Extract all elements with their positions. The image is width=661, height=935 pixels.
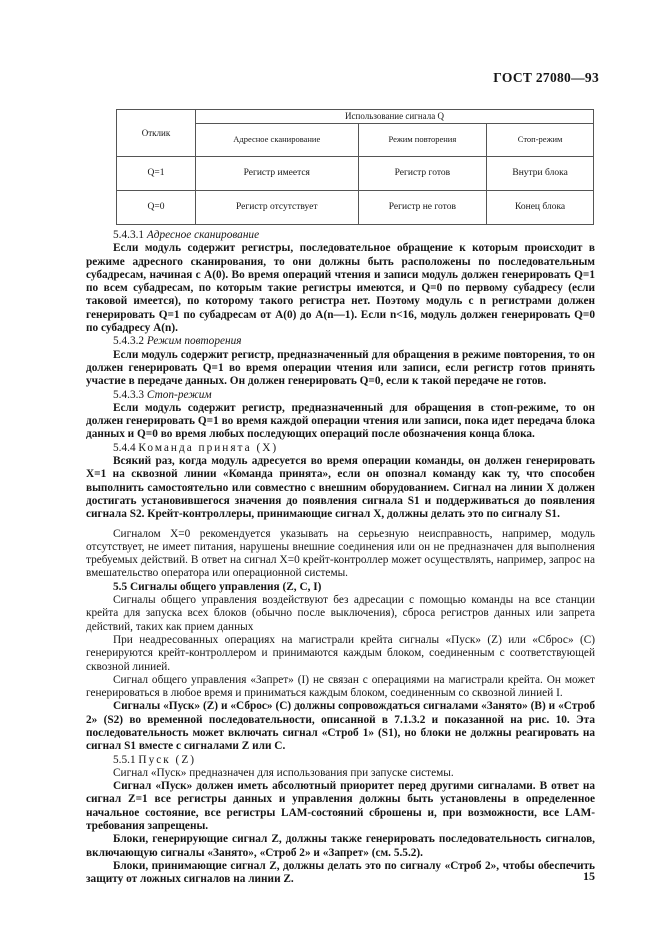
table-cell: Регистр отсутствует — [196, 191, 359, 225]
table-row — [117, 157, 594, 191]
paragraph: Если модуль содержит регистр, предназначенный для обращения в стоп-режиме, то он должен генерировать Q=1 во время каждой операции чтения или записи, пока идет передача блока данных и Q=0 во время любых последующих операций после обозначения конца блока. — [86, 401, 595, 441]
table-cell: Конец блока — [487, 191, 594, 225]
section-number: 5.4.3.2 — [113, 335, 145, 348]
page-number: 15 — [583, 869, 595, 883]
document-header: ГОСТ 27080—93 — [493, 70, 599, 85]
table-header-stop-mode: Стоп-режим — [487, 124, 594, 157]
section-title: Адресное сканирование — [146, 229, 260, 241]
table-header-response: Отклик — [117, 110, 196, 157]
paragraph: Сигнал «Пуск» предназначен для использования при запуске системы. — [113, 766, 454, 779]
table-row — [117, 191, 594, 225]
section-heading-5431 — [86, 229, 595, 242]
table-cell: Регистр готов — [358, 157, 487, 191]
section-title: Пуск (Z) — [138, 753, 196, 766]
paragraph: Если модуль содержит регистр, предназначенный для обращения в режиме повторения, то он должен генерировать Q=1 во время операции чтения или записи, если регистр готов принять участие в передаче данных. Он должен генерировать Q=0, если к такой передаче не готов. — [86, 348, 595, 388]
section-title: Режим повторения — [146, 335, 242, 348]
table-row-label: Q=1 — [117, 157, 196, 191]
table-cell: Регистр не готов — [358, 191, 487, 225]
section-heading-551 — [86, 754, 595, 767]
q-signal-table — [116, 109, 594, 225]
section-title: Стоп-режим — [146, 388, 212, 401]
paragraph: При неадресованных операциях на магистрали крейта сигналы «Пуск» (Z) или «Сброс» (C) генерируются крейт-контроллером и принимаются каждым блоком, соединенным с соответствующей сквозной линией. — [86, 633, 595, 673]
paragraph: Сигнал «Пуск» должен иметь абсолютный приоритет перед другими сигналами. В ответ на сигнал Z=1 все регистры данных и управления должны быть установлены в определенное начальное состояние, все регистры LAM-состояний сброшены и, при возможности, все LAM-требования запрещены. — [86, 780, 595, 833]
paragraph: Сигнал общего управления «Запрет» (I) не связан с операциями на магистрали крейта. Он может генерироваться в любое время и приниматься каждым блоком, соединенным со сквозной линией I. — [86, 673, 595, 700]
paragraph: Сигналы «Пуск» (Z) и «Сброс» (C) должны сопровождаться сигналами «Занято» (B) и «Строб 2» (S2) во временной последовательности, описанной в 7.1.3.2 и показанной на рис. 10. Эта последовательность может включать сигнал «Строб 1» (S1), но блоки не должны реагировать на сигнал S1 вместе с сигналами Z или C. — [86, 700, 595, 753]
section-number: 5.4.3.1 — [113, 229, 145, 241]
table-cell: Внутри блока — [487, 157, 594, 191]
table-row-label: Q=0 — [117, 191, 196, 225]
section-heading-5432 — [86, 335, 595, 348]
paragraph: Блоки, генерирующие сигнал Z, должны также генерировать последовательность сигналов, включающую сигналы «Занято», «Строб 2» и «Запрет» (см. 5.5.2). — [86, 833, 595, 859]
table-header-repeat-mode: Режим повторения — [358, 124, 487, 157]
section-heading-5433 — [86, 389, 595, 402]
paragraph: Сигналы общего управления воздействуют без адресации с помощью команды на все станции крейта для запуска всех блоков (обычно после выключения), сброса регистров данных или запрета действий, таких как прием данных — [86, 594, 595, 633]
table-header-address-scan: Адресное сканирование — [196, 124, 359, 157]
table-group-header: Использование сигнала Q — [196, 110, 594, 124]
section-number: 5.4.4 — [113, 441, 136, 454]
section-heading-55: 5.5 Сигналы общего управления (Z, C, I) — [113, 580, 322, 593]
paragraph: Всякий раз, когда модуль адресуется во время операции команды, он должен генерировать X=1 на сквозной линии «Команда принята», если он опознал команду как ту, что способен выполнить самостоятельно или совместно с внешним оборудованием. Сигнал на линии X должен достигать установившегося значения до появления сигнала S1 и поддерживаться до появления сигнала S2. Крейт-контроллеры, принимающие сигнал X, должны делать это по сигналу S1. — [86, 455, 595, 521]
paragraph: Если модуль содержит регистры, последовательное обращение к которым происходит в режиме адресного сканирования, то они должны быть расположены по последовательным субадресам, начиная с A(0). Во время операций чтения и записи модуль должен генерировать Q=1 по всем субадресам, по которым такие регистры имеются, и Q=0 по первому субадресу (если таковой имеется), по которому такого регистра нет. Поэтому модуль с n регистрами должен генерировать Q=1 по субадресам от A(0) до A(n—1). Если n<16, модуль должен генерировать Q=0 по субадресу A(n). — [86, 242, 595, 335]
table-cell: Регистр имеется — [196, 157, 359, 191]
document-body — [86, 229, 595, 887]
paragraph: Блоки, принимающие сигнал Z, должны делать это по сигналу «Строб 2», чтобы обеспечить защиту от ложных сигналов на линии Z. — [86, 859, 595, 886]
section-heading-544 — [86, 442, 595, 455]
section-number: 5.4.3.3 — [113, 388, 145, 401]
section-number: 5.5.1 — [113, 753, 136, 766]
paragraph: Сигналом X=0 рекомендуется указывать на серьезную неисправность, например, модуль отсутствует, не имеет питания, нарушены внешние соединения или он не предназначен для выполнения требуемых действий. В ответ на сигнал X=0 крейт-контроллер может осуществлять, например, запрос на вмешательство оператора или операционной системы. — [86, 527, 595, 580]
section-title: Команда принята (X) — [138, 441, 279, 454]
